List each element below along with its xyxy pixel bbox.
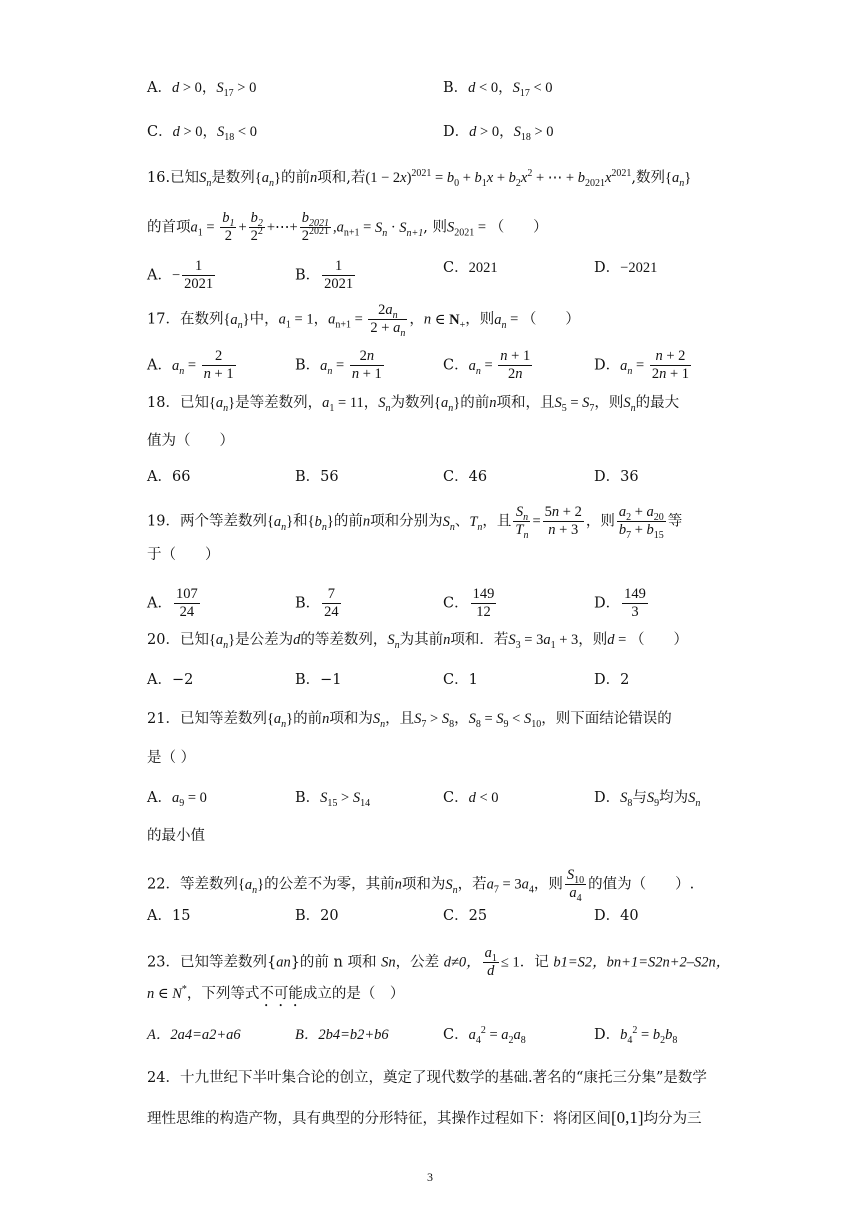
q21-option-a: A．$a_9 = 0$ [147, 790, 207, 809]
q16-option-a: A．− $\frac{1}{2021}$ [147, 258, 214, 292]
q17-stem: 17．在数列$\{a_n\}$中，$a_1 = 1$，$a_{n+1}$ = $\frac{2a_n}{2 + a_n}$ ，n ∈ $N_+$，则$a_n$ = （ ） [147, 302, 580, 339]
q23-option-a: A．2a4=a2+a6 [147, 1027, 241, 1043]
q15-option-b: B．d < 0，$S_{17} < 0$ [443, 80, 553, 99]
q22-option-a: A．15 [147, 908, 191, 924]
q20-option-b: B．−1 [295, 672, 342, 688]
q15-option-a: A．d > 0，$S_{17} > 0$ [147, 80, 257, 99]
q21-option-d-cont: 的最小值 [147, 828, 205, 844]
q16-option-c: C．2021 [443, 260, 498, 276]
q20-option-c: C．1 [443, 672, 478, 688]
q22-option-c: C．25 [443, 908, 488, 924]
q15-option-d: D．d > 0，$S_{18} > 0$ [443, 124, 554, 143]
q15-option-c: C．d > 0，$S_{18} < 0$ [147, 124, 257, 143]
q20-stem: 20．已知$\{a_n\}$是公差为d的等差数列，$S_n$为其前n项和．若$S_3 = 3a_1 + 3$，则d = （ ） [147, 632, 688, 651]
q21-stem-line1: 21．已知等差数列$\{a_n\}$的前n项和为$S_n$，且$S_7 > S_8$，$S_8 = S_9 < S_{10}$，则下面结论错误的 [147, 711, 672, 730]
q21-option-d: D．$S_8$与$S_9$均为$S_n$ [594, 790, 701, 809]
page-number: 3 [427, 1170, 433, 1184]
q21-option-b: B．$S_{15} > S_{14}$ [295, 790, 371, 809]
q16-stem-line1: 16.已知$S_n$是数列$\{a_n\}$的前n项和,若$(1 - 2x)^{2021} = b_0 + b_1x + b_2x^2$ + ⋯ + $b_{2021}x^{2021}$,数列$\{a_n\}$ [147, 168, 692, 189]
q19-option-b: B． $\frac{7}{24}$ [295, 586, 339, 620]
q18-option-c: C．46 [443, 469, 488, 485]
q24-line1: 24．十九世纪下半叶集合论的创立，奠定了现代数学的基础.著名的“康托三分集”是数学 [147, 1070, 707, 1086]
q19-stem-line2: 于（ ） [147, 547, 220, 563]
q18-stem-line1: 18．已知$\{a_n\}$是等差数列，$a_1 = 11$，$S_n$为数列$\{a_n\}$的前n项和，且$S_5 = S_7$，则$S_n$的最大 [147, 395, 680, 414]
q20-option-a: A．−2 [147, 672, 194, 688]
q22-stem: 22．等差数列$\{a_n\}$的公差不为零，其前n项和为$S_n$，若$a_7 = 3a_4$，则 $\frac{S_{10}}{a_4}$ 的值为（ ）. [147, 867, 695, 904]
q19-option-a: A． $\frac{107}{24}$ [147, 586, 198, 620]
q16-option-d: D．−2021 [594, 260, 658, 276]
q19-option-c: C． $\frac{149}{12}$ [443, 586, 495, 620]
q16-option-b: B． $\frac{1}{2021}$ [295, 258, 354, 292]
q18-option-b: B．56 [295, 469, 339, 485]
q16-stem-line2: 的首项$a_1$ = $\frac{b_1}{2}$ + $\frac{b_2}{2^2}$ +⋯+ $\frac{b_{2021}}{2^{2021}}$ $,a_{n+1} = S_n \cdot S_{n+1}$, 则$S_{2021}$ = （ ） [147, 210, 548, 244]
q18-stem-line2: 值为（ ） [147, 433, 234, 449]
q23-option-b: B．2b4=b2+b6 [295, 1027, 389, 1043]
q18-option-a: A．66 [147, 469, 191, 485]
q17-option-a: A．$a_n$ = $\frac{2}{n + 1}$ [147, 348, 234, 382]
q17-option-c: C．$a_n$ = $\frac{n + 1}{2n}$ [443, 348, 531, 382]
q19-option-d: D． $\frac{149}{3}$ [594, 586, 646, 620]
q23-stem-line2: n ∈ N*，下列等式不可能成立的是（ ） [147, 984, 405, 1002]
q23-option-c: C．$a_4^2 = a_2a_8$ [443, 1025, 526, 1046]
q23-stem-line1: 23．已知等差数列{an}的前 n 项和 Sn，公差 d≠0， $\frac{a_1}{d}$ ≤ 1．记 b1=S2，bn+1=S2n+2–S2n， [147, 945, 731, 979]
q21-option-c: C．d < 0 [443, 790, 499, 806]
q23-option-d: D．$b_4^2 = b_2b_8$ [594, 1025, 678, 1046]
q18-option-d: D．36 [594, 469, 639, 485]
q21-stem-line2: 是（ ） [147, 750, 196, 766]
q19-stem-line1: 19．两个等差数列$\{a_n\}$和$\{b_n\}$的前n项和分别为$S_n$、$T_n$，且 $\frac{S_n}{T_n}$ = $\frac{5n + 2}{n + 3}$ ，则 $\frac{a_2 + a_{20}}{b_7 + b_{15}}$ 等 [147, 504, 683, 541]
q22-option-d: D．40 [594, 908, 639, 924]
q22-option-b: B．20 [295, 908, 339, 924]
q20-option-d: D．2 [594, 672, 630, 688]
q17-option-d: D．$a_n$ = $\frac{n + 2}{2n + 1}$ [594, 348, 690, 382]
q17-option-b: B．$a_n$ = $\frac{2n}{n + 1}$ [295, 348, 382, 382]
q24-line2: 理性思维的构造产物，具有典型的分形特征，其操作过程如下：将闭区间[0,1]均分为三 [147, 1108, 702, 1127]
